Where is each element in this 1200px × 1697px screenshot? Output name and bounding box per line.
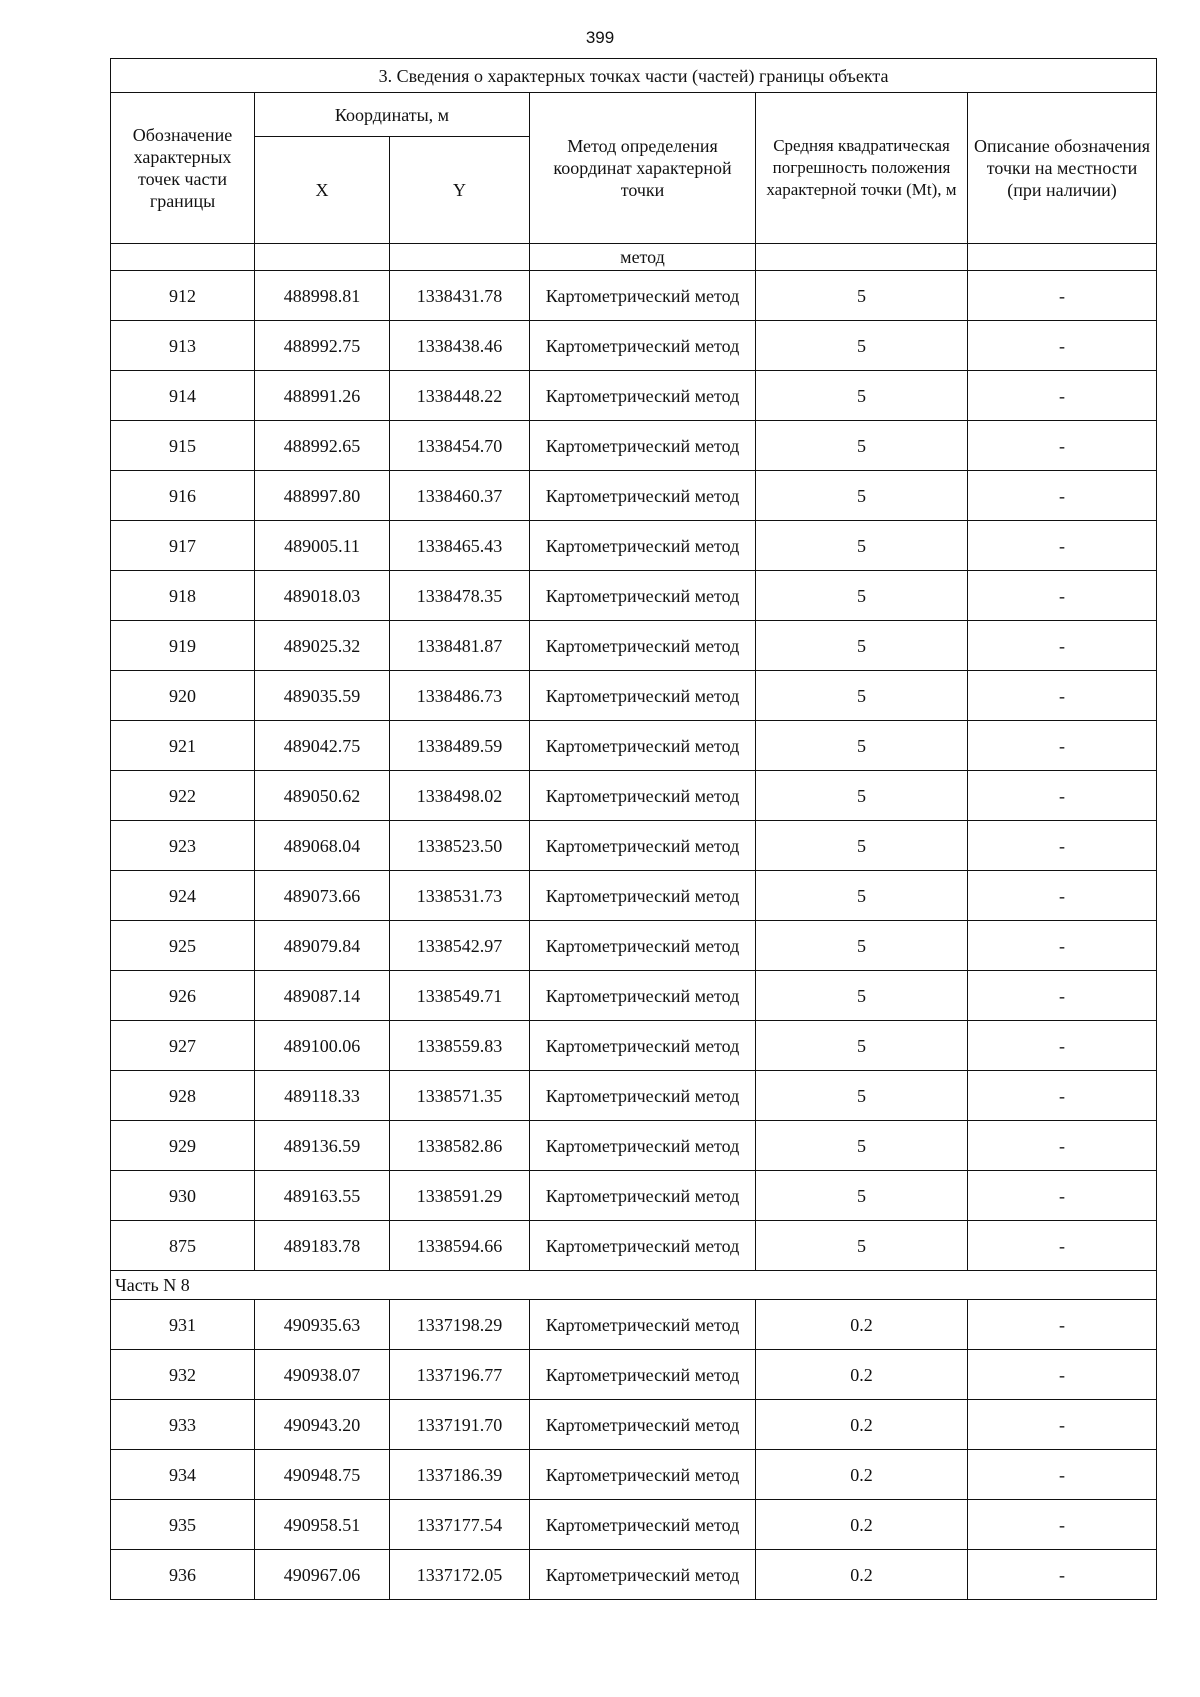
coord-x: 488998.81 [255,271,390,321]
accuracy-value: 5 [756,1071,968,1121]
coord-x: 489005.11 [255,521,390,571]
description-value: - [968,571,1157,621]
description-value: - [968,971,1157,1021]
description-value: - [968,1071,1157,1121]
description-value: - [968,621,1157,671]
coord-x: 489035.59 [255,671,390,721]
coord-x: 490948.75 [255,1450,390,1500]
table-row [111,871,1157,921]
accuracy-value: 5 [756,371,968,421]
table-row [111,1121,1157,1171]
coord-y: 1338571.35 [390,1071,530,1121]
method: Картометрический метод [530,1550,756,1600]
coord-y: 1338498.02 [390,771,530,821]
coord-x: 489079.84 [255,921,390,971]
coord-x: 488992.75 [255,321,390,371]
coord-y: 1338523.50 [390,821,530,871]
accuracy-value: 0.2 [756,1450,968,1500]
point-id: 922 [111,771,255,821]
continuation-row [111,244,1157,271]
coord-y: 1338542.97 [390,921,530,971]
point-id: 925 [111,921,255,971]
table-row [111,721,1157,771]
point-id: 929 [111,1121,255,1171]
header-coordinates: Координаты, м [255,93,530,137]
point-id: 934 [111,1450,255,1500]
method: Картометрический метод [530,1221,756,1271]
coord-y: 1337172.05 [390,1550,530,1600]
accuracy-value: 5 [756,821,968,871]
header-accuracy: Средняя квадратическая погрешность положения характерной точки (Mt), м [756,93,968,244]
point-id: 928 [111,1071,255,1121]
point-id: 920 [111,671,255,721]
accuracy-value: 5 [756,1221,968,1271]
method: Картометрический метод [530,321,756,371]
table-row [111,271,1157,321]
point-id: 935 [111,1500,255,1550]
method: Картометрический метод [530,1121,756,1171]
coord-x: 489136.59 [255,1121,390,1171]
coord-y: 1338438.46 [390,321,530,371]
coord-x: 490938.07 [255,1350,390,1400]
description-value: - [968,1550,1157,1600]
coord-y: 1338448.22 [390,371,530,421]
point-id: 912 [111,271,255,321]
description-value: - [968,1350,1157,1400]
coord-x: 490935.63 [255,1300,390,1350]
table-row [111,571,1157,621]
table-row [111,521,1157,571]
point-id: 919 [111,621,255,671]
point-id: 933 [111,1400,255,1450]
accuracy-value: 0.2 [756,1350,968,1400]
coord-x: 490943.20 [255,1400,390,1450]
method: Картометрический метод [530,971,756,1021]
description-value: - [968,421,1157,471]
description-value: - [968,1121,1157,1171]
point-id: 916 [111,471,255,521]
coord-x: 489042.75 [255,721,390,771]
header-point-designation: Обозначение характерных точек части границы [111,93,255,244]
coord-x: 489183.78 [255,1221,390,1271]
method: Картометрический метод [530,1071,756,1121]
section-title-row [111,59,1157,93]
description-value: - [968,671,1157,721]
coord-y: 1338431.78 [390,271,530,321]
table-row [111,1500,1157,1550]
coord-x: 489025.32 [255,621,390,671]
description-value: - [968,1450,1157,1500]
coord-x: 490967.06 [255,1550,390,1600]
coord-x: 489087.14 [255,971,390,1021]
coord-y: 1338454.70 [390,421,530,471]
description-value: - [968,1021,1157,1071]
point-id: 927 [111,1021,255,1071]
description-value: - [968,321,1157,371]
coord-y: 1338594.66 [390,1221,530,1271]
coord-y: 1338531.73 [390,871,530,921]
accuracy-value: 0.2 [756,1500,968,1550]
accuracy-value: 5 [756,321,968,371]
coord-x: 489018.03 [255,571,390,621]
table-row [111,1550,1157,1600]
boundary-points-table [110,58,1157,1600]
table-row [111,771,1157,821]
accuracy-value: 0.2 [756,1550,968,1600]
coord-y: 1337196.77 [390,1350,530,1400]
accuracy-value: 5 [756,1171,968,1221]
coord-y: 1338486.73 [390,671,530,721]
header-x: X [255,137,390,244]
method: Картометрический метод [530,621,756,671]
description-value: - [968,1400,1157,1450]
method: Картометрический метод [530,821,756,871]
table-row [111,1300,1157,1350]
coord-y: 1338460.37 [390,471,530,521]
section-title: 3. Сведения о характерных точках части (частей) границы объекта [111,59,1157,93]
description-value: - [968,1300,1157,1350]
header-row-top [111,93,1157,137]
description-value: - [968,771,1157,821]
coord-x: 488992.65 [255,421,390,471]
table-row [111,1221,1157,1271]
point-id: 930 [111,1171,255,1221]
method: Картометрический метод [530,571,756,621]
method: Картометрический метод [530,1450,756,1500]
table-row [111,1071,1157,1121]
table-row [111,1350,1157,1400]
method: Картометрический метод [530,271,756,321]
accuracy-value: 5 [756,471,968,521]
table-row [111,371,1157,421]
continuation-method: метод [530,244,756,271]
method: Картометрический метод [530,471,756,521]
method: Картометрический метод [530,1300,756,1350]
coord-y: 1338465.43 [390,521,530,571]
point-id: 913 [111,321,255,371]
description-value: - [968,721,1157,771]
method: Картометрический метод [530,1350,756,1400]
method: Картометрический метод [530,421,756,471]
coord-x: 489068.04 [255,821,390,871]
point-id: 917 [111,521,255,571]
point-id: 875 [111,1221,255,1271]
accuracy-value: 0.2 [756,1300,968,1350]
point-id: 931 [111,1300,255,1350]
accuracy-value: 5 [756,271,968,321]
table-row [111,671,1157,721]
coord-x: 489163.55 [255,1171,390,1221]
coord-x: 489073.66 [255,871,390,921]
header-method: Метод определения координат характерной точки [530,93,756,244]
table-row [111,1171,1157,1221]
point-id: 921 [111,721,255,771]
point-id: 932 [111,1350,255,1400]
table-row [111,821,1157,871]
method: Картометрический метод [530,521,756,571]
accuracy-value: 5 [756,971,968,1021]
method: Картометрический метод [530,771,756,821]
table-row [111,971,1157,1021]
description-value: - [968,521,1157,571]
description-value: - [968,1221,1157,1271]
coord-y: 1338489.59 [390,721,530,771]
coord-y: 1338559.83 [390,1021,530,1071]
table-row [111,421,1157,471]
coord-y: 1337186.39 [390,1450,530,1500]
table-row [111,621,1157,671]
coord-x: 489050.62 [255,771,390,821]
table-row [111,1021,1157,1071]
description-value: - [968,871,1157,921]
method: Картометрический метод [530,871,756,921]
accuracy-value: 5 [756,421,968,471]
description-value: - [968,371,1157,421]
method: Картометрический метод [530,1400,756,1450]
coord-y: 1338481.87 [390,621,530,671]
accuracy-value: 5 [756,921,968,971]
coord-y: 1338591.29 [390,1171,530,1221]
header-y: Y [390,137,530,244]
part-label: Часть N 8 [111,1271,1157,1300]
description-value: - [968,821,1157,871]
table-row [111,1400,1157,1450]
coord-x: 488997.80 [255,471,390,521]
header-description: Описание обозначения точки на местности (при наличии) [968,93,1157,244]
coord-x: 490958.51 [255,1500,390,1550]
table-row [111,1450,1157,1500]
accuracy-value: 5 [756,1121,968,1171]
method: Картометрический метод [530,721,756,771]
accuracy-value: 5 [756,571,968,621]
accuracy-value: 5 [756,721,968,771]
description-value: - [968,271,1157,321]
method: Картометрический метод [530,1500,756,1550]
coord-y: 1338478.35 [390,571,530,621]
point-id: 924 [111,871,255,921]
point-id: 915 [111,421,255,471]
table-row [111,921,1157,971]
coord-y: 1337177.54 [390,1500,530,1550]
accuracy-value: 5 [756,771,968,821]
accuracy-value: 5 [756,621,968,671]
description-value: - [968,1171,1157,1221]
point-id: 926 [111,971,255,1021]
coord-y: 1337191.70 [390,1400,530,1450]
point-id: 914 [111,371,255,421]
page-number: 399 [585,28,615,47]
coord-x: 489100.06 [255,1021,390,1071]
description-value: - [968,921,1157,971]
method: Картометрический метод [530,921,756,971]
coord-y: 1337198.29 [390,1300,530,1350]
part-label-row [111,1271,1157,1300]
table-row [111,321,1157,371]
accuracy-value: 5 [756,521,968,571]
method: Картометрический метод [530,1021,756,1071]
method: Картометрический метод [530,671,756,721]
point-id: 923 [111,821,255,871]
method: Картометрический метод [530,1171,756,1221]
coord-x: 488991.26 [255,371,390,421]
point-id: 918 [111,571,255,621]
coord-x: 489118.33 [255,1071,390,1121]
accuracy-value: 5 [756,671,968,721]
method: Картометрический метод [530,371,756,421]
description-value: - [968,471,1157,521]
coord-y: 1338549.71 [390,971,530,1021]
coord-y: 1338582.86 [390,1121,530,1171]
accuracy-value: 5 [756,871,968,921]
accuracy-value: 5 [756,1021,968,1071]
point-id: 936 [111,1550,255,1600]
accuracy-value: 0.2 [756,1400,968,1450]
description-value: - [968,1500,1157,1550]
table-row [111,471,1157,521]
